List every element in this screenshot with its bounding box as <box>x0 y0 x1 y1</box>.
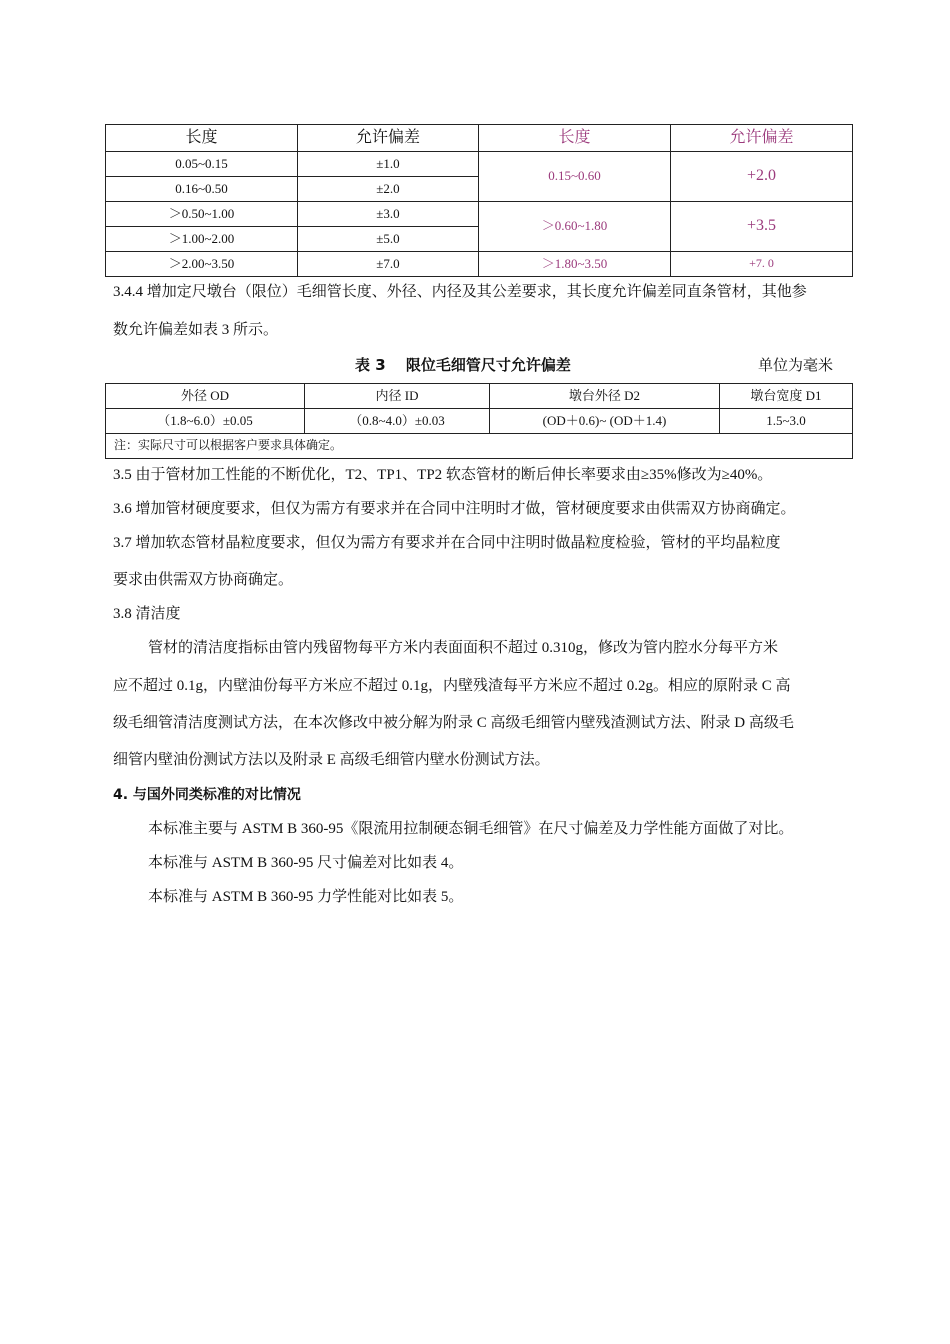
section-4-line: 本标准与 ASTM B 360-95 尺寸偏差对比如表 4。 <box>148 855 464 871</box>
cell-tolerance: ±5.0 <box>298 227 479 252</box>
header-od: 外径 OD <box>106 384 305 409</box>
cell-tolerance: ±1.0 <box>298 152 479 177</box>
cell-length: ＞2.00~3.50 <box>106 252 298 277</box>
paragraph-3-5: 3.5 由于管材加工性能的不断优化，T2、TP1、TP2 软态管材的断后伸长率要求由≥35%修改为≥40%。 <box>113 467 773 483</box>
paragraph-3-8-line: 级毛细管清洁度测试方法，在本次修改中被分解为附录 C 高级毛细管内壁残渣测试方法、附录 D 高级毛 <box>113 715 794 731</box>
table-note-row <box>106 434 853 459</box>
cell-length-right: 0.15~0.60 <box>479 152 671 202</box>
paragraph-3-6: 3.6 增加管材硬度要求，但仅为需方有要求并在合同中注明时才做，管材硬度要求由供需双方协商确定。 <box>113 501 796 517</box>
cell-tolerance: ±2.0 <box>298 177 479 202</box>
cell-od: （1.8~6.0）±0.05 <box>106 409 305 434</box>
paragraph-3-8-line: 细管内壁油份测试方法以及附录 E 高级毛细管内壁水份测试方法。 <box>113 752 550 768</box>
table-header-row <box>106 125 853 152</box>
header-length-left: 长度 <box>106 125 298 152</box>
paragraph-3-8-line: 应不超过 0.1g，内壁油份每平方米应不超过 0.1g，内壁残渣每平方米应不超过 0.2g。相应的原附录 C 高 <box>113 678 791 694</box>
paragraph-3-8-title: 3.8 清洁度 <box>113 606 181 622</box>
cell-length: 0.05~0.15 <box>106 152 298 177</box>
table3-note: 注：实际尺寸可以根据客户要求具体确定。 <box>106 434 853 459</box>
cell-tolerance-right: +7. 0 <box>671 252 853 277</box>
table3-caption: 表 3 限位毛细管尺寸允许偏差 <box>355 356 571 374</box>
cell-length-right: ＞1.80~3.50 <box>479 252 671 277</box>
paragraph-3-8-line: 管材的清洁度指标由管内残留物每平方米内表面面积不超过 0.310g，修改为管内腔水分每平方米 <box>148 640 779 656</box>
cell-tolerance: ±3.0 <box>298 202 479 227</box>
table-row <box>106 202 853 227</box>
cell-tolerance: ±7.0 <box>298 252 479 277</box>
paragraph-3-4-4-cont: 数允许偏差如表 3 所示。 <box>113 322 279 338</box>
table-row <box>106 252 853 277</box>
cell-d1: 1.5~3.0 <box>720 409 853 434</box>
header-d2: 墩台外径 D2 <box>490 384 720 409</box>
cell-id: （0.8~4.0）±0.03 <box>305 409 490 434</box>
limit-capillary-table <box>105 383 853 459</box>
table-header-row <box>106 384 853 409</box>
section-4-line: 本标准主要与 ASTM B 360-95《限流用拉制硬态铜毛细管》在尺寸偏差及力学性能方面做了对比。 <box>148 821 794 837</box>
table3-unit: 单位为毫米 <box>758 358 834 374</box>
section-4-heading: 4. 与国外同类标准的对比情况 <box>113 787 301 803</box>
header-tolerance-left: 允许偏差 <box>298 125 479 152</box>
cell-length: 0.16~0.50 <box>106 177 298 202</box>
table-row <box>106 152 853 177</box>
cell-length: ＞0.50~1.00 <box>106 202 298 227</box>
table-row <box>106 409 853 434</box>
section-4-line: 本标准与 ASTM B 360-95 力学性能对比如表 5。 <box>148 889 464 905</box>
header-tolerance-right: 允许偏差 <box>671 125 853 152</box>
paragraph-3-4-4: 3.4.4 增加定尺墩台（限位）毛细管长度、外径、内径及其公差要求，其长度允许偏差同直条管材，其他参 <box>113 284 807 300</box>
paragraph-3-7: 3.7 增加软态管材晶粒度要求，但仅为需方有要求并在合同中注明时做晶粒度检验，管材的平均晶粒度 <box>113 535 781 551</box>
cell-length: ＞1.00~2.00 <box>106 227 298 252</box>
cell-tolerance-right: +3.5 <box>671 202 853 252</box>
header-id: 内径 ID <box>305 384 490 409</box>
cell-tolerance-right: +2.0 <box>671 152 853 202</box>
cell-d2: (OD＋0.6)~ (OD＋1.4) <box>490 409 720 434</box>
header-d1: 墩台宽度 D1 <box>720 384 853 409</box>
paragraph-3-7-cont: 要求由供需双方协商确定。 <box>113 572 294 588</box>
header-length-right: 长度 <box>479 125 671 152</box>
cell-length-right: ＞0.60~1.80 <box>479 202 671 252</box>
length-tolerance-table <box>105 124 853 277</box>
